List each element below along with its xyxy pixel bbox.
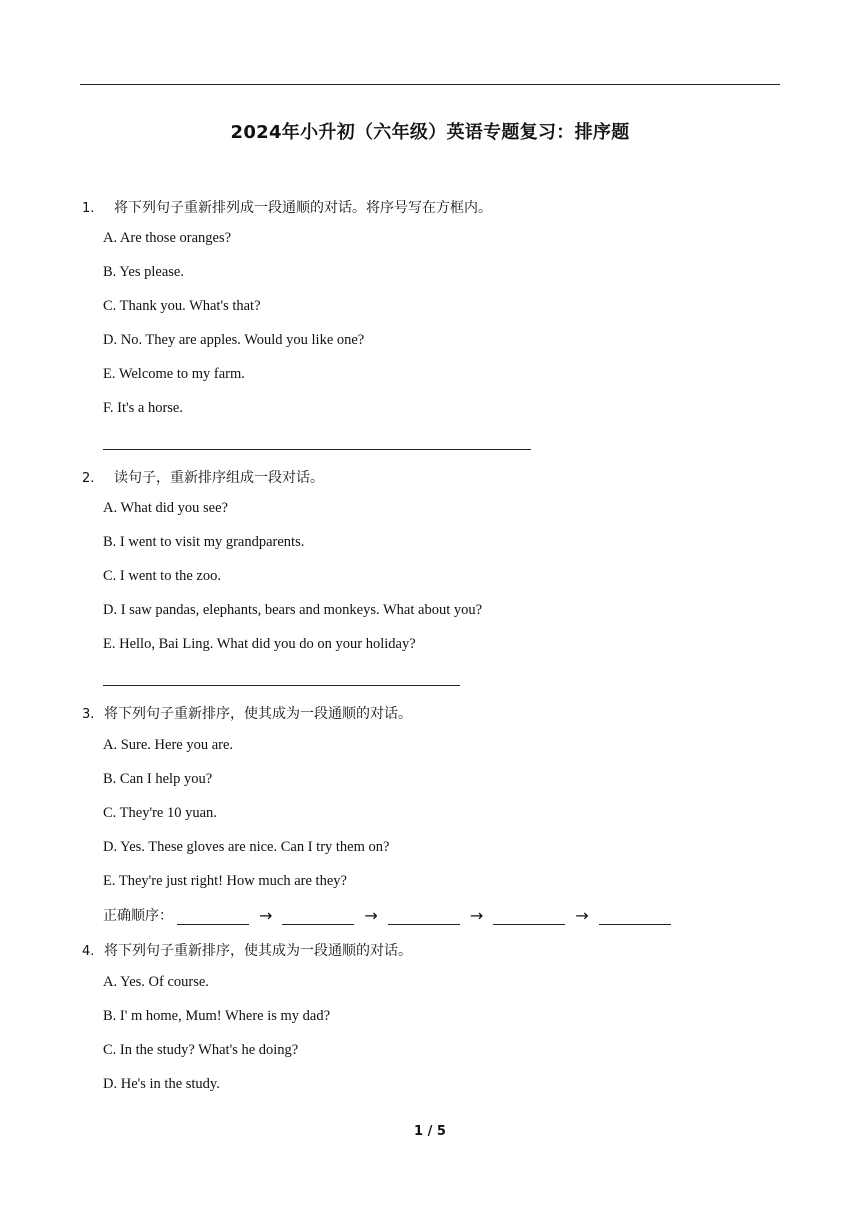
question-4 bbox=[82, 940, 412, 960]
option-a: A. Are those oranges? bbox=[103, 230, 232, 246]
option-e: E. Welcome to my farm. bbox=[103, 366, 245, 382]
document-title: 2024年小升初（六年级）英语专题复习：排序题 bbox=[230, 122, 630, 143]
option-b: B. Can I help you? bbox=[103, 771, 213, 787]
question-3 bbox=[82, 703, 412, 723]
answer-blank-4[interactable] bbox=[493, 910, 565, 925]
question-number: 1. bbox=[82, 201, 95, 216]
option-b: B. I' m home, Mum! Where is my dad? bbox=[103, 1008, 331, 1024]
option-c: C. In the study? What's he doing? bbox=[103, 1042, 299, 1058]
arrow-icon: → bbox=[575, 906, 589, 925]
option-e: E. They're just right! How much are they? bbox=[103, 873, 347, 889]
answer-blank-3[interactable] bbox=[388, 910, 460, 925]
answer-blank-2[interactable] bbox=[282, 910, 354, 925]
option-c: C. They're 10 yuan. bbox=[103, 805, 217, 821]
question-prompt: 读句子，重新排序组成一段对话。 bbox=[114, 470, 324, 486]
arrow-icon: → bbox=[364, 906, 378, 925]
option-f: F. It's a horse. bbox=[103, 400, 183, 416]
answer-line[interactable] bbox=[103, 449, 531, 450]
page-number: 1 / 5 bbox=[414, 1124, 446, 1139]
option-c: C. I went to the zoo. bbox=[103, 568, 221, 584]
option-a: A. What did you see? bbox=[103, 500, 228, 516]
option-e: E. Hello, Bai Ling. What did you do on your holiday? bbox=[103, 636, 416, 652]
option-b: B. Yes please. bbox=[103, 264, 184, 280]
option-a: A. Sure. Here you are. bbox=[103, 737, 234, 753]
order-label: 正确顺序： bbox=[103, 908, 173, 924]
arrow-icon: → bbox=[259, 906, 273, 925]
answer-line[interactable] bbox=[103, 685, 460, 686]
answer-blank-1[interactable] bbox=[177, 910, 249, 925]
question-prompt: 将下列句子重新排序，使其成为一段通顺的对话。 bbox=[104, 706, 412, 722]
question-number: 4. bbox=[82, 944, 95, 959]
question-prompt: 将下列句子重新排序，使其成为一段通顺的对话。 bbox=[104, 943, 412, 959]
order-answer-row bbox=[103, 905, 675, 925]
arrow-icon: → bbox=[469, 906, 484, 925]
answer-blank-5[interactable] bbox=[599, 910, 671, 925]
option-a: A. Yes. Of course. bbox=[103, 974, 209, 990]
question-number: 2. bbox=[82, 471, 95, 486]
option-c: C. Thank you. What's that? bbox=[103, 298, 261, 314]
option-b: B. I went to visit my grandparents. bbox=[103, 534, 305, 550]
question-prompt: 将下列句子重新排列成一段通顺的对话。将序号写在方框内。 bbox=[114, 200, 492, 216]
option-d: D. No. They are apples. Would you like one? bbox=[103, 332, 365, 348]
option-d: D. Yes. These gloves are nice. Can I try them on? bbox=[103, 839, 390, 855]
question-1 bbox=[82, 197, 492, 217]
option-d: D. I saw pandas, elephants, bears and monkeys. What about you? bbox=[103, 602, 483, 618]
header-rule bbox=[80, 84, 780, 85]
option-d: D. He's in the study. bbox=[103, 1076, 220, 1092]
question-number: 3. bbox=[82, 707, 95, 722]
question-2 bbox=[82, 467, 324, 487]
